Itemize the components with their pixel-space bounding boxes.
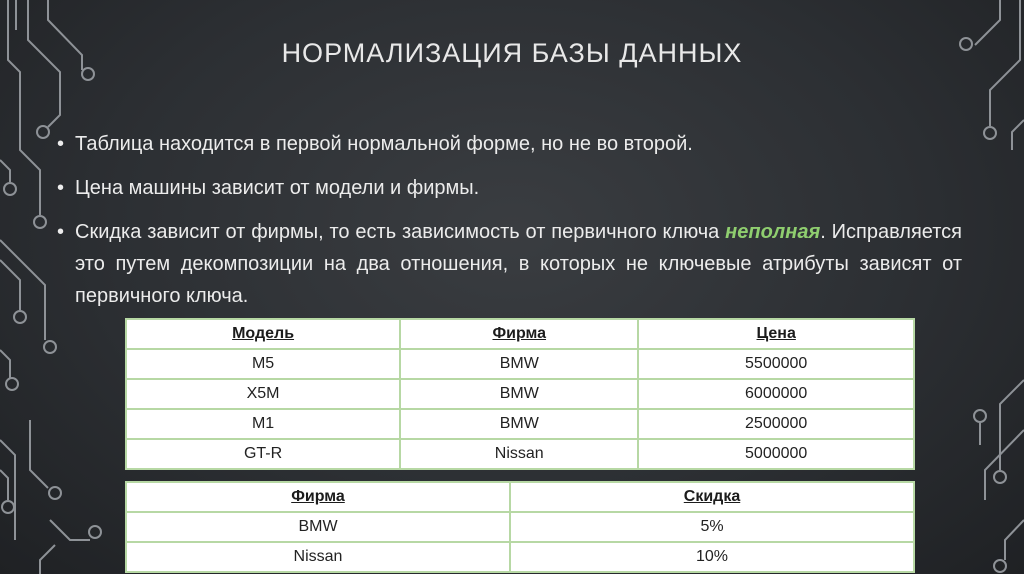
bullet-item — [57, 128, 962, 160]
bullet-text: Таблица находится в первой нормальной форме, но не во второй. — [75, 133, 693, 155]
bullet-item — [57, 172, 962, 204]
table-row — [126, 439, 914, 469]
table-cell: 5500000 — [638, 349, 914, 379]
table-cell: GT-R — [126, 439, 400, 469]
table-cell: BMW — [126, 512, 510, 542]
table-cell: X5M — [126, 379, 400, 409]
table-cell: 5000000 — [638, 439, 914, 469]
table-row — [126, 379, 914, 409]
table-cell: Nissan — [126, 542, 510, 572]
table-cell: Nissan — [400, 439, 638, 469]
bullet-list — [57, 128, 962, 324]
table-row — [126, 409, 914, 439]
table-cell: 2500000 — [638, 409, 914, 439]
table-cell: M1 — [126, 409, 400, 439]
bullet-marker: • — [57, 221, 65, 243]
table-cell: 6000000 — [638, 379, 914, 409]
bullet-text: Цена машины зависит от модели и фирмы. — [75, 177, 480, 199]
discount-table — [125, 481, 915, 573]
bullet-item — [57, 216, 962, 312]
highlight-word: неполная — [725, 221, 821, 243]
table-cell: 5% — [510, 512, 914, 542]
table-row — [126, 542, 914, 572]
right-circuit-lines — [960, 0, 1024, 572]
cars-price-table — [125, 318, 915, 470]
column-header-brand: Фирма — [126, 482, 510, 512]
table-cell: 10% — [510, 542, 914, 572]
bullet-text-after: . Исправляется это путем декомпозиции на два отношения, в которых не ключевые атрибуты зависят от первичного ключа. — [75, 221, 962, 307]
column-header-model: Модель — [126, 319, 400, 349]
table-header-row — [126, 482, 914, 512]
table-row — [126, 512, 914, 542]
bullet-marker: • — [57, 133, 65, 155]
table-cell: BMW — [400, 379, 638, 409]
table-row — [126, 349, 914, 379]
column-header-discount: Скидка — [510, 482, 914, 512]
column-header-brand: Фирма — [400, 319, 638, 349]
table-cell: M5 — [126, 349, 400, 379]
bullet-text-before: Скидка зависит от фирмы, то есть зависимость от первичного ключа — [75, 221, 726, 243]
bullet-marker: • — [57, 177, 65, 199]
table-cell: BMW — [400, 409, 638, 439]
column-header-price: Цена — [638, 319, 914, 349]
table-header-row — [126, 319, 914, 349]
page-title: НОРМАЛИЗАЦИЯ БАЗЫ ДАННЫХ — [281, 38, 743, 68]
table-cell: BMW — [400, 349, 638, 379]
